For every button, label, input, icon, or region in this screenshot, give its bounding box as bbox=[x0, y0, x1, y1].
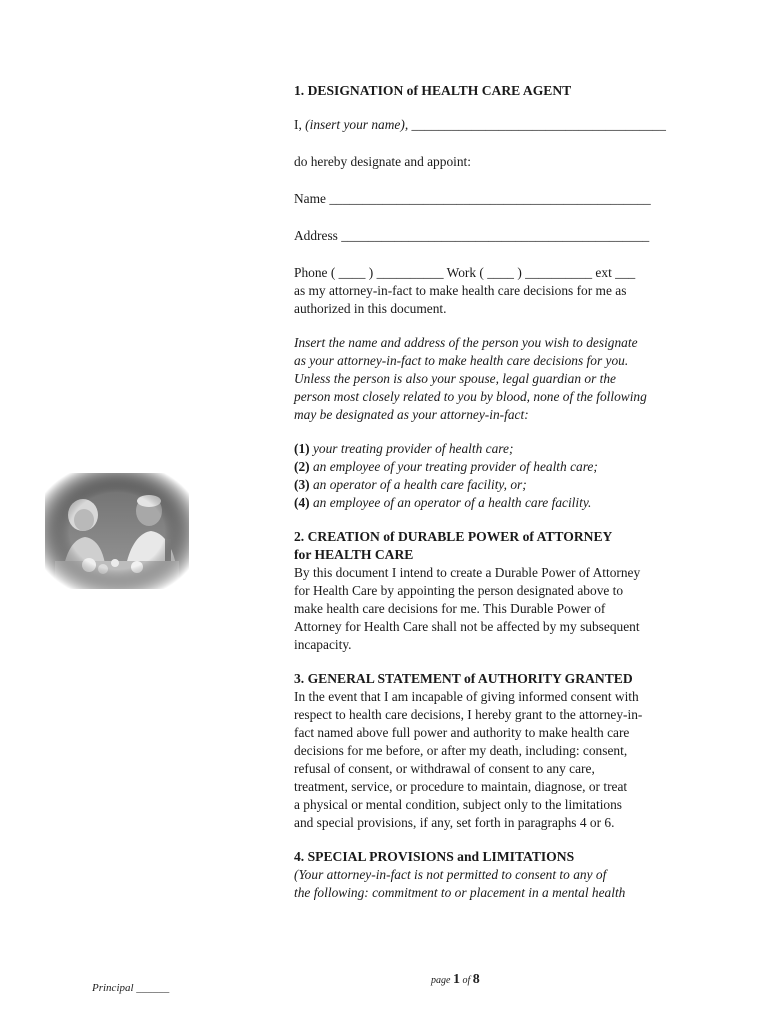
line-i-italic: (insert your name), bbox=[305, 117, 409, 132]
instruction-line: may be designated as your attorney-in-fact: bbox=[294, 407, 529, 422]
principal-initials-field: Principal ______ bbox=[92, 982, 170, 994]
paragraph-line: By this document I intend to create a Durable Power of Attorney bbox=[294, 565, 641, 580]
section2-heading-2: for HEALTH CARE bbox=[294, 547, 414, 562]
paragraph-line: treatment, service, or procedure to maintain, diagnose, or treat bbox=[294, 779, 628, 794]
total-pages: 8 bbox=[472, 972, 480, 987]
paragraph-line: Attorney for Health Care shall not be affected by my subsequent bbox=[294, 619, 640, 634]
paragraph-line: In the event that I am incapable of giving informed consent with bbox=[294, 689, 639, 704]
agent-address-field: Address ______________________________________________ bbox=[294, 228, 650, 243]
name-insert-line bbox=[294, 116, 704, 134]
of-word: of bbox=[462, 975, 471, 986]
section2 bbox=[294, 528, 704, 654]
agent-name-field: Name ________________________________________________ bbox=[294, 191, 651, 206]
paragraph-line: fact named above full power and authority to make health care bbox=[294, 725, 630, 740]
section3 bbox=[294, 670, 704, 832]
instructions-block bbox=[294, 334, 704, 424]
appoint-line: do hereby designate and appoint: bbox=[294, 154, 472, 169]
list-item: (1) your treating provider of health care; bbox=[294, 441, 514, 456]
instruction-line: as your attorney-in-fact to make health care decisions for you. bbox=[294, 353, 629, 368]
list-item: (4) an employee of an operator of a health care facility. bbox=[294, 495, 592, 510]
instruction-line: Unless the person is also your spouse, legal guardian or the bbox=[294, 371, 616, 386]
paragraph-line: a physical or mental condition, subject only to the limitations bbox=[294, 797, 623, 812]
line-i-blank: ______________________________________ bbox=[408, 117, 666, 132]
instruction-line: person most closely related to you by blood, none of the following bbox=[294, 389, 647, 404]
paragraph-line: refusal of consent, or withdrawal of consent to any care, bbox=[294, 761, 595, 776]
line-i-prefix: I, bbox=[294, 117, 306, 132]
paragraph-line: (Your attorney-in-fact is not permitted to consent to any of bbox=[294, 867, 607, 882]
attorney-line-1: as my attorney-in-fact to make health care decisions for me as bbox=[294, 283, 627, 298]
attorney-line-2: authorized in this document. bbox=[294, 301, 447, 316]
section3-heading: 3. GENERAL STATEMENT of AUTHORITY GRANTED bbox=[294, 671, 633, 686]
section4-heading: 4. SPECIAL PROVISIONS and LIMITATIONS bbox=[294, 849, 575, 864]
document-body bbox=[294, 82, 704, 902]
paragraph-line: decisions for me before, or after my death, including: consent, bbox=[294, 743, 628, 758]
list-item: (3) an operator of a health care facility, or; bbox=[294, 477, 527, 492]
paragraph-line: make health care decisions for me. This Durable Power of bbox=[294, 601, 606, 616]
page-word: page bbox=[431, 975, 451, 986]
section4 bbox=[294, 848, 704, 902]
section2-heading-1: 2. CREATION of DURABLE POWER of ATTORNEY bbox=[294, 529, 613, 544]
list-item: (2) an employee of your treating provider of health care; bbox=[294, 459, 598, 474]
paragraph-line: for Health Care by appointing the person designated above to bbox=[294, 583, 624, 598]
elderly-couple-photo bbox=[45, 473, 189, 589]
page-indicator bbox=[431, 972, 480, 988]
paragraph-line: respect to health care decisions, I hereby grant to the attorney-in- bbox=[294, 707, 643, 722]
paragraph-line: the following: commitment to or placement in a mental health bbox=[294, 885, 626, 900]
page-number: 1 bbox=[452, 972, 460, 987]
paragraph-line: incapacity. bbox=[294, 637, 352, 652]
instruction-line: Insert the name and address of the person you wish to designate bbox=[294, 335, 638, 350]
exclusion-list bbox=[294, 440, 704, 512]
paragraph-line: and special provisions, if any, set forth in paragraphs 4 or 6. bbox=[294, 815, 615, 830]
agent-phone-field: Phone ( ____ ) __________ Work ( ____ ) __________ ext ___ bbox=[294, 265, 636, 280]
photo-illustration bbox=[45, 473, 189, 589]
section1-heading: 1. DESIGNATION of HEALTH CARE AGENT bbox=[294, 83, 572, 98]
